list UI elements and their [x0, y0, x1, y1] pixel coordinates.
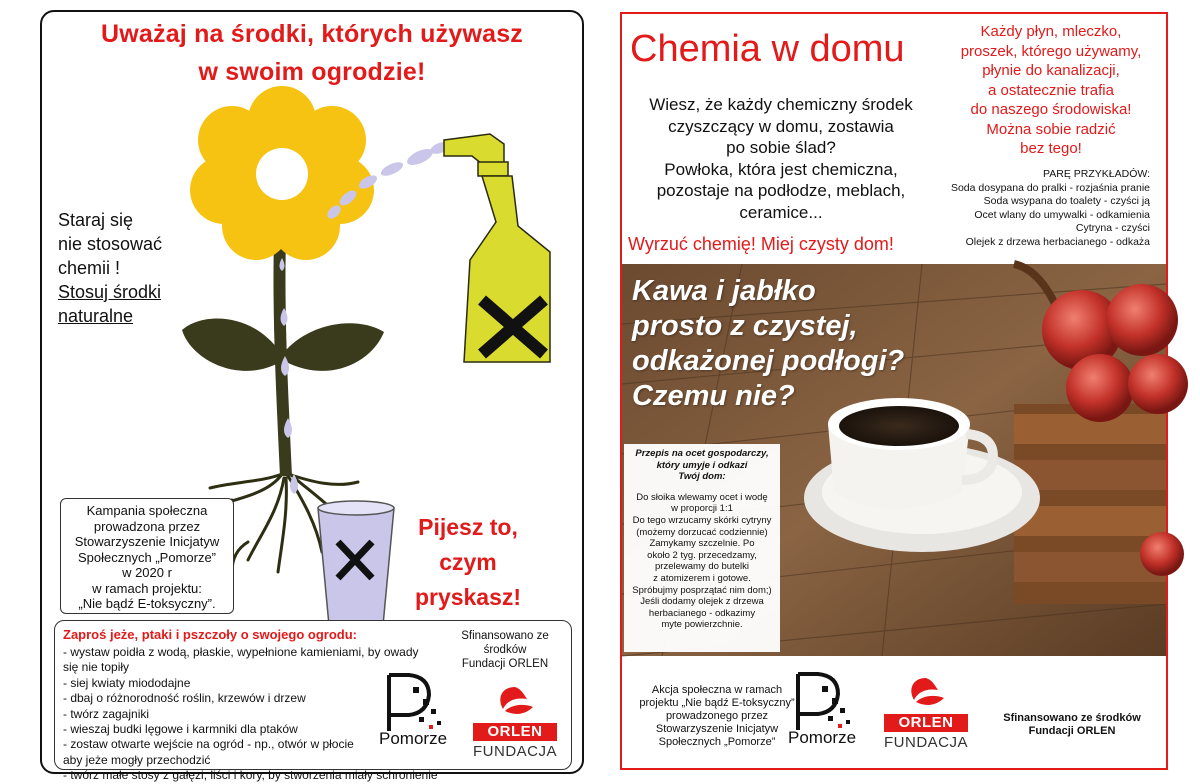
drink-line: Pijesz to, [418, 514, 518, 540]
warning-line: Można sobie radzić [986, 120, 1116, 138]
campaign-info-box [60, 498, 234, 614]
orlen-foundation-logo [884, 674, 968, 756]
tip-item: - twórz zagajniki [63, 706, 150, 721]
yellow-flower-icon [190, 86, 374, 260]
campaign-line: Społecznych „Pomorze” [78, 549, 216, 565]
footer-campaign-line: Akcja społeczna w ramach [651, 684, 783, 696]
advice-line: Staraj się [58, 210, 134, 230]
footer-campaign-line: Społecznych „Pomorze” [658, 736, 776, 748]
recipe-line: Jeśli dodamy olejek z drzewa [640, 596, 764, 608]
recipe-line: (możemy dorzucać codziennie) [636, 526, 768, 538]
pomorze-logo [788, 672, 866, 750]
fundacja-logo-text: FUNDACJA [884, 734, 969, 751]
warning-line: płynie do kanalizacji, [982, 62, 1120, 79]
example-item: Cytryna - czyści [1075, 222, 1150, 235]
footer-funding-line: Sfinansowano ze środków [1003, 712, 1141, 724]
pomorze-logo-text: Pomorze [379, 729, 448, 748]
orlen-logo-text: ORLEN [473, 723, 557, 741]
slogan: Wyrzuć chemię! Miej czysty dom! [628, 234, 894, 254]
recipe-line: z atomizerem i gotowe. [653, 572, 751, 584]
warning-line: Każdy płyn, mleczko, [980, 23, 1122, 40]
environment-warning-text [940, 22, 1162, 159]
home-chemistry-poster [620, 12, 1168, 770]
warning-line: bez tego! [1020, 140, 1082, 157]
campaign-line: „Nie bądź E-toksyczny”. [78, 596, 216, 611]
pomorze-emblem-icon [379, 673, 449, 733]
campaign-line: w 2020 r [122, 565, 172, 580]
intro-line: Powłoka, która jest chemiczna, [664, 159, 898, 179]
tip-item: - zostaw otwarte wejście na ogród - np., otwór w płocie [63, 737, 354, 752]
headline-line: Kawa i jabłko [632, 275, 816, 307]
coffee-apples-photo [622, 264, 1166, 656]
warning-line: a ostatecznie trafia [988, 81, 1114, 99]
example-item: Ocet wlany do umywalki - odkamienia [974, 208, 1150, 221]
tip-item: - siej kwiaty miododajne [63, 675, 191, 690]
garden-poster-title-line2: w swoim ogrodzie! [198, 58, 426, 86]
spray-bottle-icon [444, 134, 550, 362]
funding-note [443, 629, 567, 671]
tip-item: - dbaj o różnorodność roślin, krzewów i drzew [63, 691, 306, 706]
examples-title: PARĘ PRZYKŁADÓW: [1043, 168, 1150, 180]
orlen-logo-text: ORLEN [884, 714, 968, 732]
pomorze-emblem-icon [788, 672, 858, 732]
drink-line: czym [439, 549, 497, 575]
intro-line: ceramice... [739, 202, 823, 222]
advice-underlined-line: Stosuj środki [58, 282, 162, 302]
headline-line: Czemu nie? [632, 380, 795, 412]
warning-line: proszek, którego używamy, [960, 42, 1142, 60]
example-item: Olejek z drzewa herbacianego - odkaża [965, 235, 1150, 248]
recipe-line: w proporcji 1:1 [671, 503, 733, 515]
recipe-line: około 2 tyg. przecedzamy, [647, 549, 757, 561]
drink-warning-text [382, 510, 554, 615]
recipe-title-line: Przepis na ocet gospodarczy, [635, 448, 769, 459]
pomorze-logo-text: Pomorze [788, 728, 857, 747]
headline-line: odkażonej podłogi? [632, 345, 905, 377]
funding-line: Fundacji ORLEN [461, 658, 549, 670]
tip-item: - twórz małe stosy z gałęzi, liści i kory, by stworzenia miały schronienie [63, 768, 438, 783]
pomorze-logo [379, 673, 457, 751]
garden-tips-box [54, 620, 572, 783]
eagle-icon [884, 674, 968, 714]
advice-underlined-line: naturalne [58, 306, 134, 326]
intro-line: po sobie ślad? [726, 138, 836, 157]
recipe-line: Zamykamy szczelnie. Po [649, 538, 755, 550]
tips-title: Zaproś jeże, ptaki i pszczoły o swojego ogrodu: [63, 627, 357, 642]
recipe-title-line: Twój dom: [678, 471, 726, 483]
drink-line: pryskasz! [414, 584, 522, 610]
vinegar-recipe-box [624, 444, 780, 652]
footer-funding-note [998, 712, 1146, 738]
intro-line: Wiesz, że każdy chemiczny środek [649, 95, 913, 114]
warning-line: do naszego środowiska! [970, 101, 1132, 118]
campaign-line: prowadzona przez [93, 518, 201, 534]
recipe-line: przelewamy do butelki [655, 561, 749, 573]
photo-headline [632, 274, 904, 414]
campaign-line: Stowarzyszenie Inicjatyw [74, 534, 220, 549]
home-chemistry-title: Chemia w domu [630, 28, 905, 70]
right-leaf-icon [286, 323, 384, 371]
intro-line: czyszczący w domu, zostawia [668, 116, 894, 136]
advice-line: nie stosować [58, 234, 163, 254]
garden-advice-text [58, 208, 208, 328]
tip-item: się nie topiły [63, 660, 130, 675]
recipe-title [624, 448, 780, 483]
footer-funding-line: Fundacji ORLEN [1028, 725, 1116, 737]
intro-line: pozostaje na podłodze, meblach, [656, 181, 906, 200]
orlen-foundation-logo [473, 683, 557, 765]
examples-list [892, 182, 1150, 249]
footer-campaign-note [624, 684, 810, 749]
recipe-line: myte powierzchnie. [661, 619, 743, 631]
recipe-line: Spróbujmy posprzątać nim dom;) [632, 584, 772, 596]
campaign-line: Kampania społeczna [86, 503, 208, 518]
funding-line: Sfinansowano ze środków [461, 630, 549, 656]
garden-poster [40, 10, 584, 783]
headline-line: prosto z czystej, [632, 310, 858, 342]
example-item: Soda wsypana do toalety - czyści ją [983, 195, 1150, 208]
example-item: Soda dosypana do pralki - rozjaśnia pranie [950, 182, 1150, 194]
footer-campaign-line: prowadzonego przez [665, 710, 769, 722]
campaign-line: w ramach projektu: [92, 580, 202, 596]
recipe-line: Do słoika wlewamy ocet i wodę [636, 491, 768, 503]
footer-campaign-line: projektu „Nie bądź E-toksyczny” [639, 697, 795, 709]
recipe-line: herbacianego - odkazimy [648, 607, 756, 619]
tip-item: - wystaw poidła z wodą, płaskie, wypełnione kamieniami, by owady [63, 645, 419, 659]
recipe-line: Do tego wrzucamy skórki cytryny [632, 514, 772, 526]
advice-line: chemii ! [58, 258, 121, 278]
garden-poster-title-line1: Uważaj na środki, których używasz [100, 20, 524, 48]
eagle-icon [473, 683, 557, 723]
fundacja-logo-text: FUNDACJA [473, 743, 558, 760]
footer-campaign-line: Stowarzyszenie Inicjatyw [655, 723, 779, 735]
tip-item: - wieszaj budki lęgowe i karmniki dla ptaków [63, 722, 298, 737]
recipe-title-line: który umyje i odkazi [656, 459, 748, 471]
tip-item: aby jeże mogły przechodzić [63, 752, 211, 767]
